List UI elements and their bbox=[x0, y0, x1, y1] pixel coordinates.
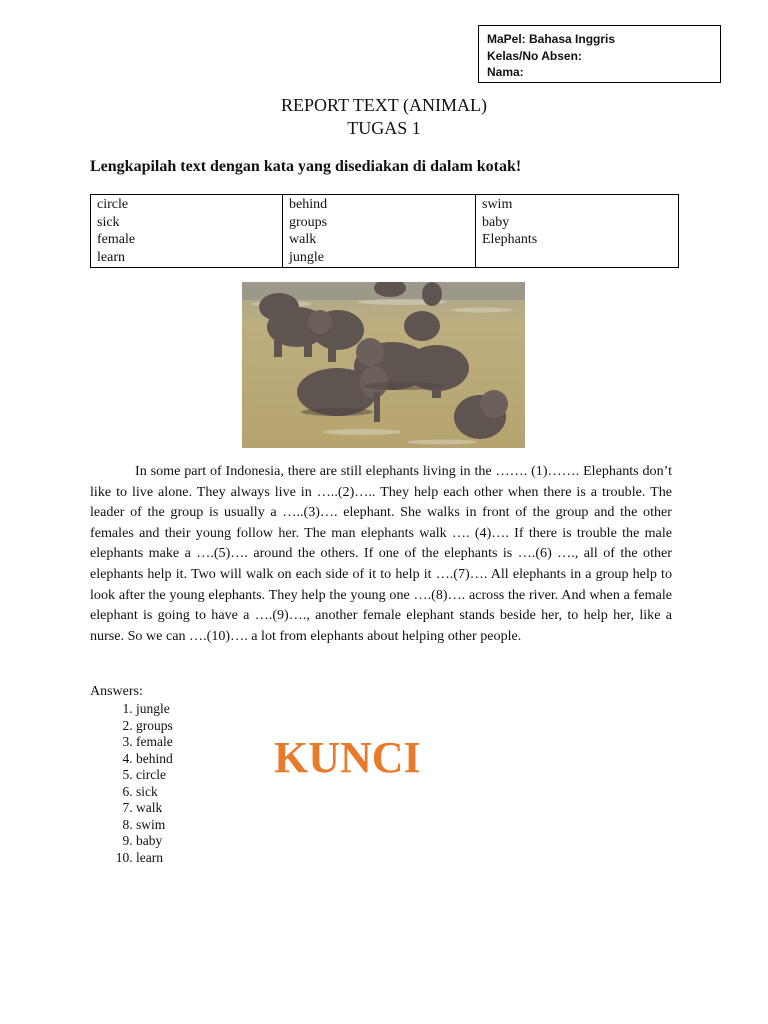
answer-item: 6. sick bbox=[136, 784, 173, 801]
elephants-photo-icon bbox=[242, 282, 525, 448]
word-item: female bbox=[97, 232, 136, 247]
word-column-3 bbox=[476, 195, 679, 268]
word-column-1 bbox=[91, 195, 283, 268]
answer-item: 3. female bbox=[136, 734, 173, 751]
kelas-label: Kelas/No Absen: bbox=[487, 48, 582, 63]
word-item: learn bbox=[97, 249, 125, 265]
mapel-label: MaPel: Bahasa Inggris bbox=[487, 32, 616, 46]
answer-item: 10. learn bbox=[136, 850, 173, 867]
word-item: Elephants bbox=[482, 232, 538, 247]
answer-item: 4. behind bbox=[136, 751, 173, 768]
word-item: behind bbox=[289, 197, 328, 212]
elephants-photo bbox=[242, 282, 525, 448]
answer-item: 7. walk bbox=[136, 800, 173, 817]
answer-item: 8. swim bbox=[136, 817, 173, 834]
answer-item: 2. groups bbox=[136, 718, 173, 735]
word-item: groups bbox=[289, 214, 328, 230]
answer-list bbox=[90, 701, 173, 866]
word-item: swim bbox=[482, 197, 513, 212]
instruction-text: Lengkapilah text dengan kata yang disediakan di dalam kotak! bbox=[90, 158, 522, 175]
answer-item: 9. baby bbox=[136, 833, 173, 850]
page-subtitle: TUGAS 1 bbox=[347, 118, 421, 138]
kunci-stamp: KUNCI bbox=[274, 733, 421, 782]
word-item: baby bbox=[482, 214, 510, 230]
word-item: sick bbox=[97, 214, 120, 230]
answer-item: 5. circle bbox=[136, 767, 173, 784]
story-paragraph: In some part of Indonesia, there are still elephants living in the ……. (1)……. Elephants don’t like to live alone. They always live in …..(2)….. They help each other when there is a trouble. The leader of the group is usually a …..(3)…. elephant. She walks in front of the group and the other females and their young follow her. The man elephants walk …. (4)…. If there is trouble the male elephants make a ….(5)…. around the others. If one of the elephants is ….(6) …., all of the other elephants help it. Two will walk on each side of it to help it ….(7)…. All elephants in a group help to look after the young elephants. They help the young one ….(8)…. across the river. And when a female elephant is going to have a ….(9)…., another female elephant stands beside her, to help her, like a nurse. So we can ….(10)…. a lot from elephants about helping other people. bbox=[90, 463, 672, 644]
answer-item: 1. jungle bbox=[136, 701, 173, 718]
report-text bbox=[90, 461, 672, 646]
page-title: REPORT TEXT (ANIMAL) bbox=[281, 95, 487, 115]
word-box-table bbox=[90, 194, 679, 268]
word-item: jungle bbox=[289, 249, 324, 265]
word-column-2 bbox=[283, 195, 476, 268]
nama-label: Nama: bbox=[487, 65, 524, 79]
word-item: walk bbox=[289, 232, 317, 247]
answers-label: Answers: bbox=[90, 684, 143, 699]
word-item: circle bbox=[97, 197, 129, 212]
student-info-box bbox=[478, 25, 721, 83]
